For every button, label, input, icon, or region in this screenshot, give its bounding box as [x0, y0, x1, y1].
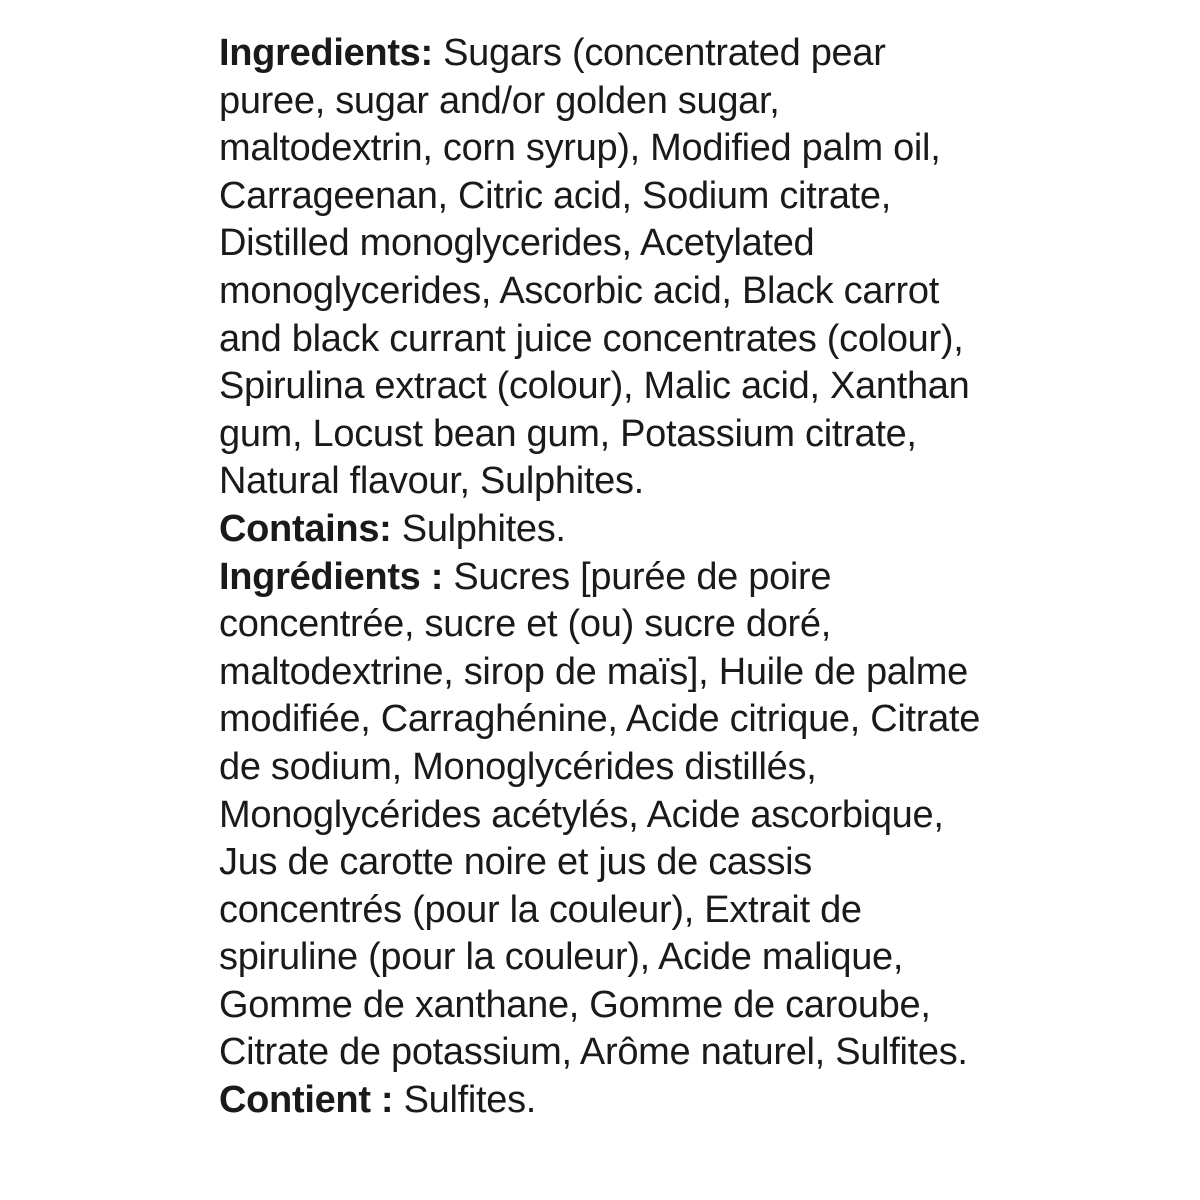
french-contains [219, 1077, 999, 1125]
french-ingredients-text: Sucres [purée de poire concentrée, sucre et (ou) sucre doré, maltodextrine, sirop de maïs], Huile de palme modifiée, Carraghénine, Acide citrique, Citrate de sodium, Monoglycérides distillés, Monoglycérides acétylés, Acide ascorbique, Jus de carotte noire et jus de cassis concentrés (pour la couleur), Extrait de spiruline (pour la couleur), Acide malique, Gomme de xanthane, Gomme de caroube, Citrate de potassium, Arôme naturel, Sulfites. [219, 555, 981, 1074]
french-contains-heading: Contient : [219, 1079, 394, 1122]
english-ingredients-text: Sugars (concentrated pear puree, sugar and/or golden sugar, maltodextrin, corn syrup), Modified palm oil, Carrageenan, Citric acid, Sodium citrate, Distilled monoglycerides, Acetylated monoglycerides, Ascorbic acid, Black carrot and black currant juice concentrates (colour), Spirulina extract (colour), Malic acid, Xanthan gum, Locust bean gum, Potassium citrate, Natural flavour, Sulphites. [219, 32, 970, 503]
french-ingredients-heading: Ingrédients : [219, 555, 444, 598]
english-ingredients-heading: Ingredients: [219, 32, 433, 74]
english-ingredients [219, 30, 999, 506]
english-contains-heading: Contains: [219, 507, 392, 550]
french-contains-text: Sulfites. [403, 1079, 537, 1122]
french-ingredients [219, 554, 999, 1078]
english-contains-text: Sulphites. [401, 507, 566, 550]
ingredient-label [219, 30, 999, 1125]
english-contains [219, 506, 999, 554]
